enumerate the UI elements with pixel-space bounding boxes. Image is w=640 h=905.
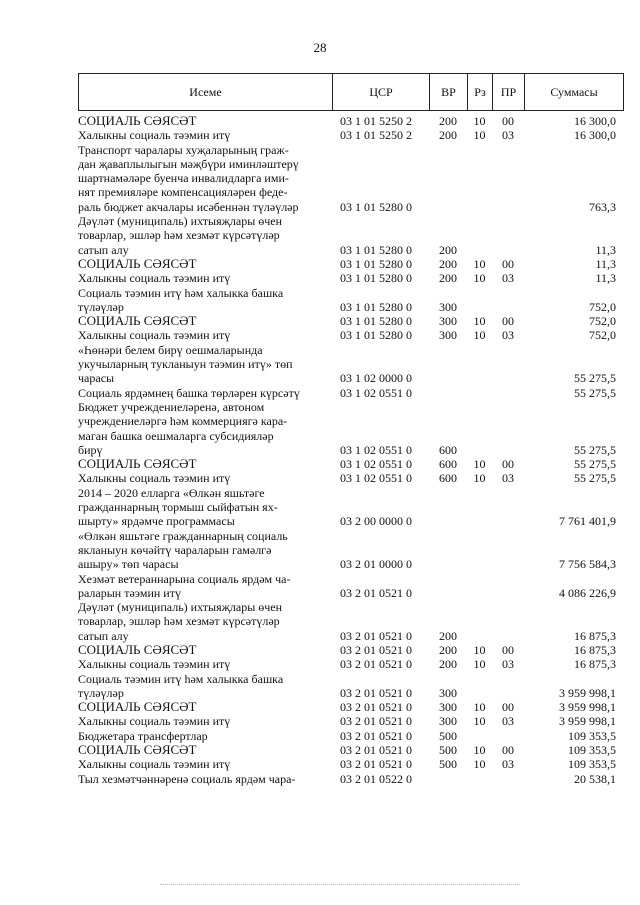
row-csr: 03 2 01 0521 0 <box>340 685 412 700</box>
row-vr: 600 <box>439 442 457 457</box>
row-pr: 03 <box>502 757 514 772</box>
row-sum: 11,3 <box>595 242 616 257</box>
row-csr: 03 2 01 0000 0 <box>340 557 412 572</box>
row-rz: 10 <box>473 700 486 715</box>
row-rz: 10 <box>473 714 486 729</box>
row-name-line: Тыл хезмәтчәннәренә социаль ярдәм чара- <box>78 771 296 786</box>
table-row <box>78 343 624 386</box>
row-name <box>78 657 332 671</box>
footer-divider <box>160 884 520 885</box>
row-rz: 10 <box>473 757 486 772</box>
row-vr: 500 <box>439 728 457 743</box>
row-name-line: түләүләр <box>78 685 124 700</box>
row-name <box>78 772 332 786</box>
row-csr: 03 1 02 0551 0 <box>340 442 412 457</box>
table-body <box>78 114 624 786</box>
row-name-line: Халыкны социаль тәэмин итү <box>78 471 231 486</box>
row-name <box>78 386 332 400</box>
table-row <box>78 600 624 643</box>
row-name-line: СОЦИАЛЬ СӘЯСӘТ <box>78 700 197 715</box>
row-sum: 763,3 <box>589 199 616 214</box>
row-sum: 55 275,5 <box>574 471 616 486</box>
row-pr: 00 <box>502 314 514 329</box>
row-pr: 03 <box>502 128 514 143</box>
row-name-line: СОЦИАЛЬ СӘЯСӘТ <box>78 743 197 758</box>
row-name <box>78 128 332 142</box>
row-vr: 500 <box>439 757 457 772</box>
row-csr: 03 2 01 0521 0 <box>340 757 412 772</box>
row-vr: 200 <box>439 642 457 657</box>
header-vr: ВР <box>429 74 467 110</box>
row-sum: 55 275,5 <box>574 385 616 400</box>
table-row <box>78 486 624 529</box>
row-name-line: 2014 – 2020 елларга «Өлкән яшьтәге <box>78 485 265 500</box>
header-rz: Рз <box>467 74 492 110</box>
table-row <box>78 386 624 400</box>
row-name-line: Хезмәт ветераннарына социаль ярдәм ча- <box>78 571 291 586</box>
row-vr: 200 <box>439 271 457 286</box>
row-sum: 109 353,5 <box>568 757 616 772</box>
row-pr: 00 <box>502 457 514 472</box>
row-name <box>78 529 332 572</box>
row-sum: 16 875,3 <box>574 628 616 643</box>
page-number: 28 <box>313 40 327 55</box>
row-vr: 300 <box>439 328 457 343</box>
row-name-line: Халыкны социаль тәэмин итү <box>78 271 231 286</box>
row-name-line: Транспорт чаралары хуҗаларының граж- <box>78 142 289 157</box>
row-vr: 200 <box>439 128 457 143</box>
row-name-line: шырту» ярдәмче программасы <box>78 514 235 529</box>
table-row <box>78 457 624 471</box>
row-name-line: раль бюджет акчалары исәбеннән түләүләр <box>78 199 299 214</box>
row-name-line: Халыкны социаль тәэмин итү <box>78 757 231 772</box>
row-name-line: дан җаваплылыгын мәҗбүри иминләштерү <box>78 156 299 171</box>
row-csr: 03 2 01 0521 0 <box>340 642 412 657</box>
table-row <box>78 143 624 214</box>
row-sum: 55 275,5 <box>574 457 616 472</box>
row-name-line: учреждениеләргә һәм коммерциягә кара- <box>78 414 288 429</box>
row-name <box>78 328 332 342</box>
row-csr: 03 2 01 0521 0 <box>340 743 412 758</box>
table-row <box>78 214 624 257</box>
table-row <box>78 672 624 701</box>
row-pr: 00 <box>502 743 514 758</box>
row-csr: 03 1 01 5250 2 <box>340 114 412 128</box>
row-name <box>78 572 332 601</box>
table-row <box>78 643 624 657</box>
row-name-line: чарасы <box>78 371 115 386</box>
row-rz: 10 <box>473 114 486 128</box>
row-sum: 752,0 <box>589 328 616 343</box>
row-name <box>78 286 332 315</box>
row-vr: 300 <box>439 314 457 329</box>
table-row <box>78 314 624 328</box>
row-name-line: Дәүләт (муниципаль) ихтыяҗлары өчен <box>78 214 283 229</box>
row-sum: 752,0 <box>589 299 616 314</box>
table-row <box>78 271 624 285</box>
row-csr: 03 1 01 5280 0 <box>340 242 412 257</box>
row-name <box>78 643 332 657</box>
row-name-line: товарлар, эшләр һәм хезмәт күрсәтүләр <box>78 228 280 243</box>
row-pr: 00 <box>502 700 514 715</box>
row-pr: 03 <box>502 328 514 343</box>
row-name-line: «Өлкән яшьтәге гражданнарның социаль <box>78 528 288 543</box>
row-vr: 500 <box>439 743 457 758</box>
row-sum: 20 538,1 <box>574 771 616 786</box>
row-sum: 752,0 <box>589 314 616 329</box>
row-sum: 3 959 998,1 <box>559 700 616 715</box>
row-csr: 03 1 01 5280 0 <box>340 271 412 286</box>
table-row <box>78 286 624 315</box>
row-name <box>78 343 332 386</box>
row-sum: 3 959 998,1 <box>559 714 616 729</box>
row-pr: 00 <box>502 256 514 271</box>
table-row <box>78 714 624 728</box>
row-name-line: СОЦИАЛЬ СӘЯСӘТ <box>78 256 197 271</box>
row-rz: 10 <box>473 128 486 143</box>
row-name <box>78 214 332 257</box>
row-name <box>78 114 332 128</box>
row-vr: 300 <box>439 700 457 715</box>
row-vr: 200 <box>439 242 457 257</box>
row-sum: 11,3 <box>595 256 616 271</box>
row-name <box>78 729 332 743</box>
row-name-line: СОЦИАЛЬ СӘЯСӘТ <box>78 457 197 472</box>
row-name-line: сатып алу <box>78 628 129 643</box>
row-name-line: Бюджетара трансфертлар <box>78 728 208 743</box>
row-vr: 300 <box>439 714 457 729</box>
row-vr: 300 <box>439 299 457 314</box>
row-vr: 600 <box>439 457 457 472</box>
row-csr: 03 2 01 0522 0 <box>340 771 412 786</box>
row-sum: 16 300,0 <box>574 128 616 143</box>
table-row <box>78 128 624 142</box>
row-pr: 03 <box>502 714 514 729</box>
row-sum: 55 275,5 <box>574 442 616 457</box>
row-rz: 10 <box>473 657 486 672</box>
row-sum: 55 275,5 <box>574 371 616 386</box>
row-csr: 03 1 02 0551 0 <box>340 471 412 486</box>
row-name <box>78 143 332 214</box>
row-name-line: маган башка оешмаларга субсидияләр <box>78 428 274 443</box>
row-name-line: Социаль тәэмин итү һәм халыкка башка <box>78 285 284 300</box>
row-csr: 03 2 00 0000 0 <box>340 514 412 529</box>
row-sum: 16 875,3 <box>574 642 616 657</box>
row-vr: 200 <box>439 628 457 643</box>
row-csr: 03 2 01 0521 0 <box>340 657 412 672</box>
row-pr: 03 <box>502 657 514 672</box>
row-pr: 03 <box>502 471 514 486</box>
row-csr: 03 1 01 5280 0 <box>340 199 412 214</box>
row-pr: 03 <box>502 271 514 286</box>
row-name-line: «Һөнәри белем бирү оешмаларында <box>78 342 263 357</box>
header-name: Исеме <box>78 74 332 110</box>
row-rz: 10 <box>473 642 486 657</box>
row-csr: 03 2 01 0521 0 <box>340 728 412 743</box>
row-vr: 200 <box>439 657 457 672</box>
row-name <box>78 714 332 728</box>
row-csr: 03 1 01 5280 0 <box>340 299 412 314</box>
row-sum: 109 353,5 <box>568 743 616 758</box>
row-name-line: укучыларның тукланыун тәэмин итү» төп <box>78 357 293 372</box>
row-rz: 10 <box>473 457 486 472</box>
row-name <box>78 257 332 271</box>
table-row <box>78 729 624 743</box>
row-pr: 00 <box>502 642 514 657</box>
row-csr: 03 1 01 5280 0 <box>340 328 412 343</box>
table-row <box>78 572 624 601</box>
row-csr: 03 2 01 0521 0 <box>340 628 412 643</box>
row-name-line: түләүләр <box>78 299 124 314</box>
row-name-line: Социаль ярдәмнең башка төрләрен күрсәтү <box>78 385 300 400</box>
row-rz: 10 <box>473 271 486 286</box>
row-name-line: СОЦИАЛЬ СӘЯСӘТ <box>78 642 197 657</box>
row-rz: 10 <box>473 743 486 758</box>
row-name-line: Халыкны социаль тәэмин итү <box>78 714 231 729</box>
row-name-line: Халыкны социаль тәэмин итү <box>78 657 231 672</box>
row-name-line: якланыун көчәйтү чараларын гамәлгә <box>78 542 272 557</box>
row-name <box>78 600 332 643</box>
row-csr: 03 2 01 0521 0 <box>340 700 412 715</box>
row-vr: 300 <box>439 685 457 700</box>
table-row <box>78 400 624 457</box>
row-name-line: ашыру» төп чарасы <box>78 557 179 572</box>
row-vr: 200 <box>439 256 457 271</box>
row-name-line: СОЦИАЛЬ СӘЯСӘТ <box>78 114 197 128</box>
row-vr: 200 <box>439 114 457 128</box>
row-name <box>78 700 332 714</box>
row-csr: 03 2 01 0521 0 <box>340 714 412 729</box>
row-rz: 10 <box>473 314 486 329</box>
row-csr: 03 1 02 0551 0 <box>340 457 412 472</box>
row-name <box>78 672 332 701</box>
row-name-line: Халыкны социаль тәэмин итү <box>78 328 231 343</box>
row-name <box>78 400 332 457</box>
row-sum: 109 353,5 <box>568 728 616 743</box>
row-name <box>78 314 332 328</box>
row-sum: 16 875,3 <box>574 657 616 672</box>
row-csr: 03 2 01 0521 0 <box>340 585 412 600</box>
row-csr: 03 1 01 5280 0 <box>340 314 412 329</box>
row-name <box>78 457 332 471</box>
table-row <box>78 328 624 342</box>
row-sum: 16 300,0 <box>574 114 616 128</box>
row-name-line: товарлар, эшләр һәм хезмәт күрсәтүләр <box>78 614 280 629</box>
row-name-line: нят премияләре компенсацияләрен феде- <box>78 185 288 200</box>
row-csr: 03 1 01 5280 0 <box>340 256 412 271</box>
table-row <box>78 772 624 786</box>
row-sum: 7 761 401,9 <box>559 514 616 529</box>
row-sum: 4 086 226,9 <box>559 585 616 600</box>
row-name-line: СОЦИАЛЬ СӘЯСӘТ <box>78 314 197 329</box>
row-name-line: Халыкны социаль тәэмин итү <box>78 128 231 143</box>
row-name-line: гражданнарның тормыш сыйфатын ях- <box>78 500 278 515</box>
row-pr: 00 <box>502 114 514 128</box>
row-name-line: Социаль тәэмин итү һәм халыкка башка <box>78 671 284 686</box>
row-csr: 03 1 02 0551 0 <box>340 385 412 400</box>
row-name-line: шартнамәләре буенча инвалидларга ими- <box>78 171 289 186</box>
header-csr: ЦСР <box>332 74 429 110</box>
header-sum: Суммасы <box>524 74 624 110</box>
row-name-line: Дәүләт (муниципаль) ихтыяҗлары өчен <box>78 600 283 615</box>
row-name-line: сатып алу <box>78 242 129 257</box>
row-sum: 3 959 998,1 <box>559 685 616 700</box>
table-row <box>78 257 624 271</box>
table-row <box>78 743 624 757</box>
table-row <box>78 657 624 671</box>
row-name <box>78 271 332 285</box>
row-csr: 03 1 01 5250 2 <box>340 128 412 143</box>
table-row <box>78 471 624 485</box>
table-row <box>78 114 624 128</box>
row-sum: 11,3 <box>595 271 616 286</box>
row-name <box>78 471 332 485</box>
header-pr: ПР <box>492 74 524 110</box>
row-name <box>78 743 332 757</box>
row-rz: 10 <box>473 328 486 343</box>
row-name <box>78 486 332 529</box>
row-name-line: раларын тәэмин итү <box>78 585 181 600</box>
row-vr: 600 <box>439 471 457 486</box>
row-csr: 03 1 02 0000 0 <box>340 371 412 386</box>
row-name-line: Бюджет учреждениеләренә, автоном <box>78 399 265 414</box>
table-row <box>78 529 624 572</box>
row-rz: 10 <box>473 256 486 271</box>
row-rz: 10 <box>473 471 486 486</box>
table-row <box>78 757 624 771</box>
row-name-line: бирү <box>78 442 103 457</box>
row-name <box>78 757 332 771</box>
table-header <box>78 73 624 111</box>
row-sum: 7 756 584,3 <box>559 557 616 572</box>
table-row <box>78 700 624 714</box>
